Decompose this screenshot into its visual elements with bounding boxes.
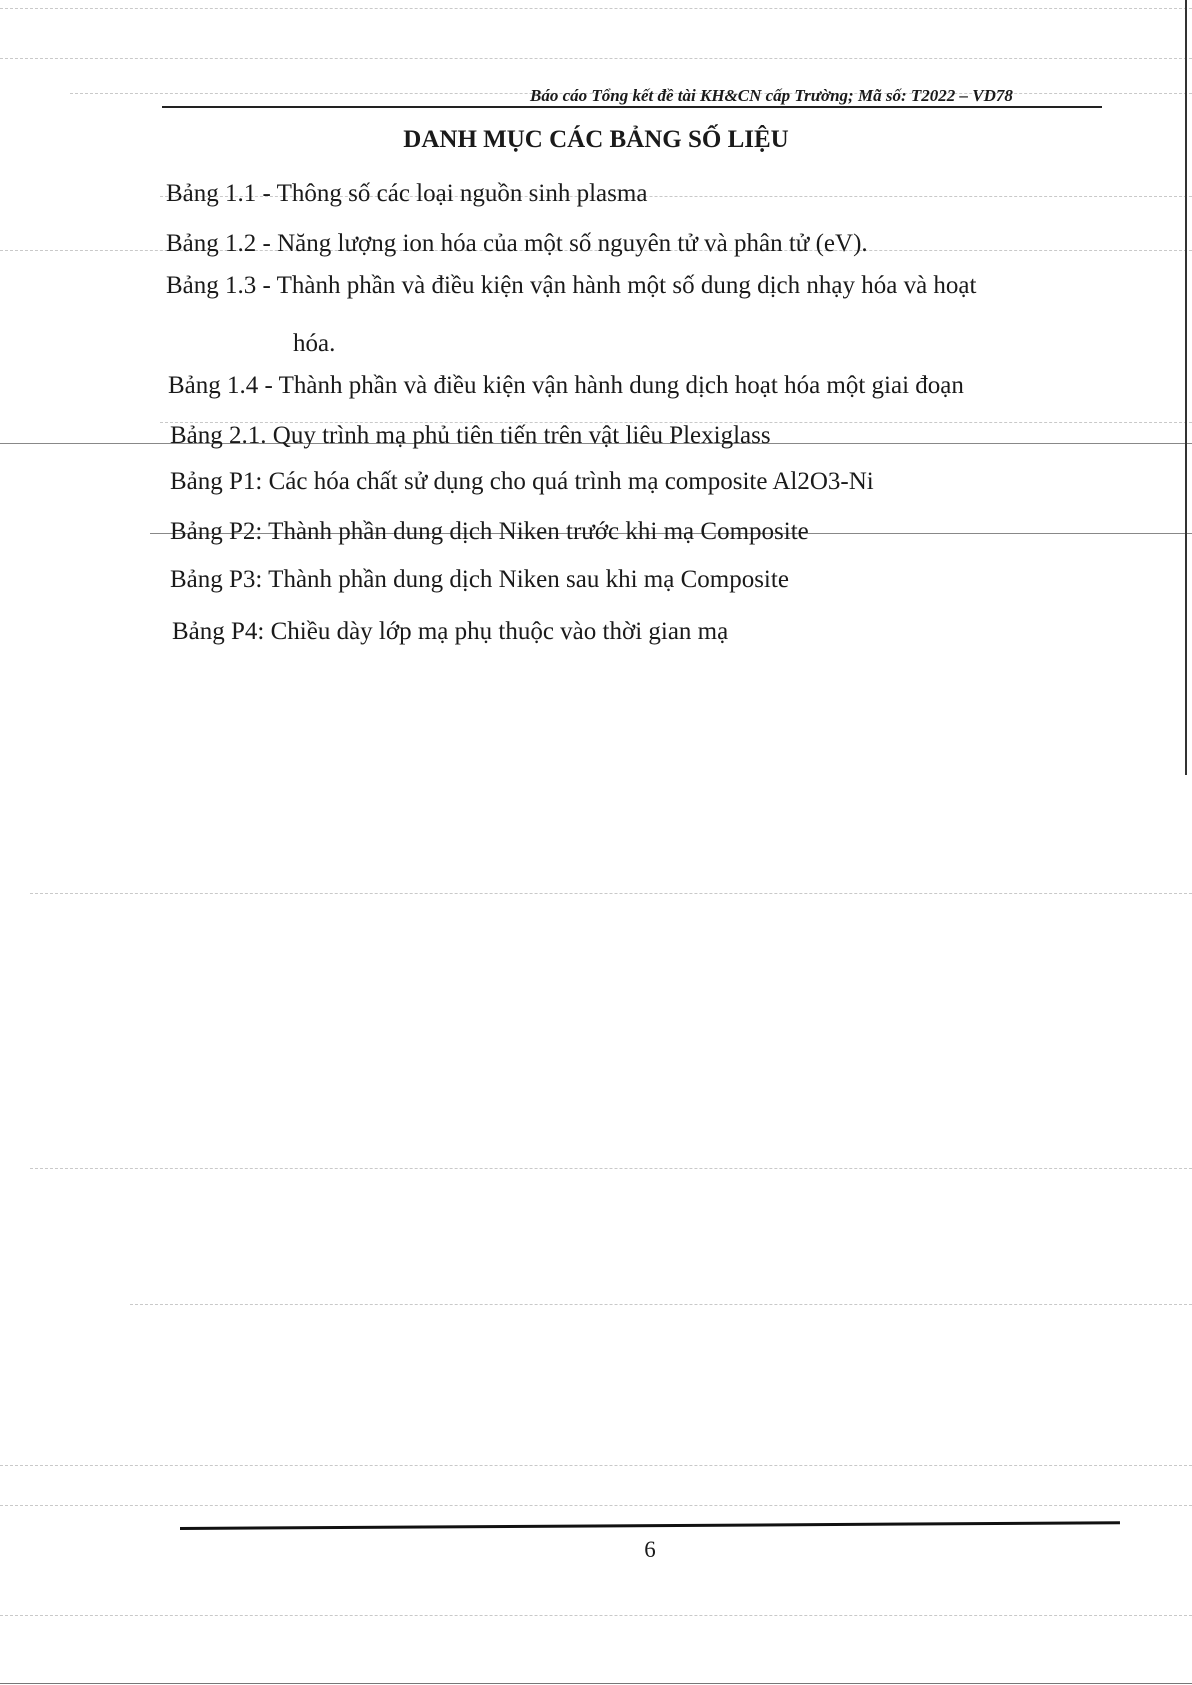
- list-item: Bảng 2.1. Quy trình mạ phủ tiên tiến trên vật liêu Plexiglass: [170, 422, 771, 449]
- scan-artifact-line: [30, 893, 1192, 894]
- list-item: Bảng P4: Chiều dày lớp mạ phụ thuộc vào thời gian mạ: [172, 618, 729, 645]
- scan-artifact-line: [0, 58, 1192, 59]
- scan-artifact-line: [0, 1683, 1192, 1684]
- scan-artifact-edge: [1185, 0, 1187, 775]
- report-header: Báo cáo Tổng kết đề tài KH&CN cấp Trường; Mã số: T2022 – VD78: [530, 86, 1013, 105]
- scan-artifact-line: [0, 8, 1192, 9]
- list-item-continuation: hóa.: [293, 330, 336, 357]
- list-item: Bảng P3: Thành phần dung dịch Niken sau khi mạ Composite: [170, 566, 789, 593]
- header-rule: [162, 106, 1102, 108]
- list-item: Bảng P2: Thành phần dung dịch Niken trước khi mạ Composite: [170, 518, 809, 545]
- scan-artifact-line: [30, 1168, 1192, 1169]
- footer-rule: [180, 1521, 1120, 1530]
- list-item: Bảng 1.1 - Thông số các loại nguồn sinh plasma: [166, 180, 648, 207]
- list-item: [166, 272, 1101, 300]
- page-title: DANH MỤC CÁC BẢNG SỐ LIỆU: [403, 126, 789, 153]
- scan-artifact-line: [0, 1505, 1192, 1506]
- scan-artifact-line: [0, 1615, 1192, 1616]
- list-item: Bảng 1.2 - Năng lượng ion hóa của một số nguyên tử và phân tử (eV).: [166, 230, 868, 257]
- page-number: 6: [644, 1537, 656, 1562]
- scan-artifact-line: [0, 1465, 1192, 1466]
- scan-artifact-line: [130, 1304, 1192, 1305]
- list-item: Bảng 1.4 - Thành phần và điều kiện vận hành dung dịch hoạt hóa một giai đoạn: [168, 372, 964, 399]
- list-item-label: Bảng 1.3 - Thành phần và điều kiện vận hành một số dung dịch nhạy hóa và hoạt: [166, 272, 977, 299]
- list-item: Bảng P1: Các hóa chất sử dụng cho quá trình mạ composite Al2O3-Ni: [170, 468, 874, 495]
